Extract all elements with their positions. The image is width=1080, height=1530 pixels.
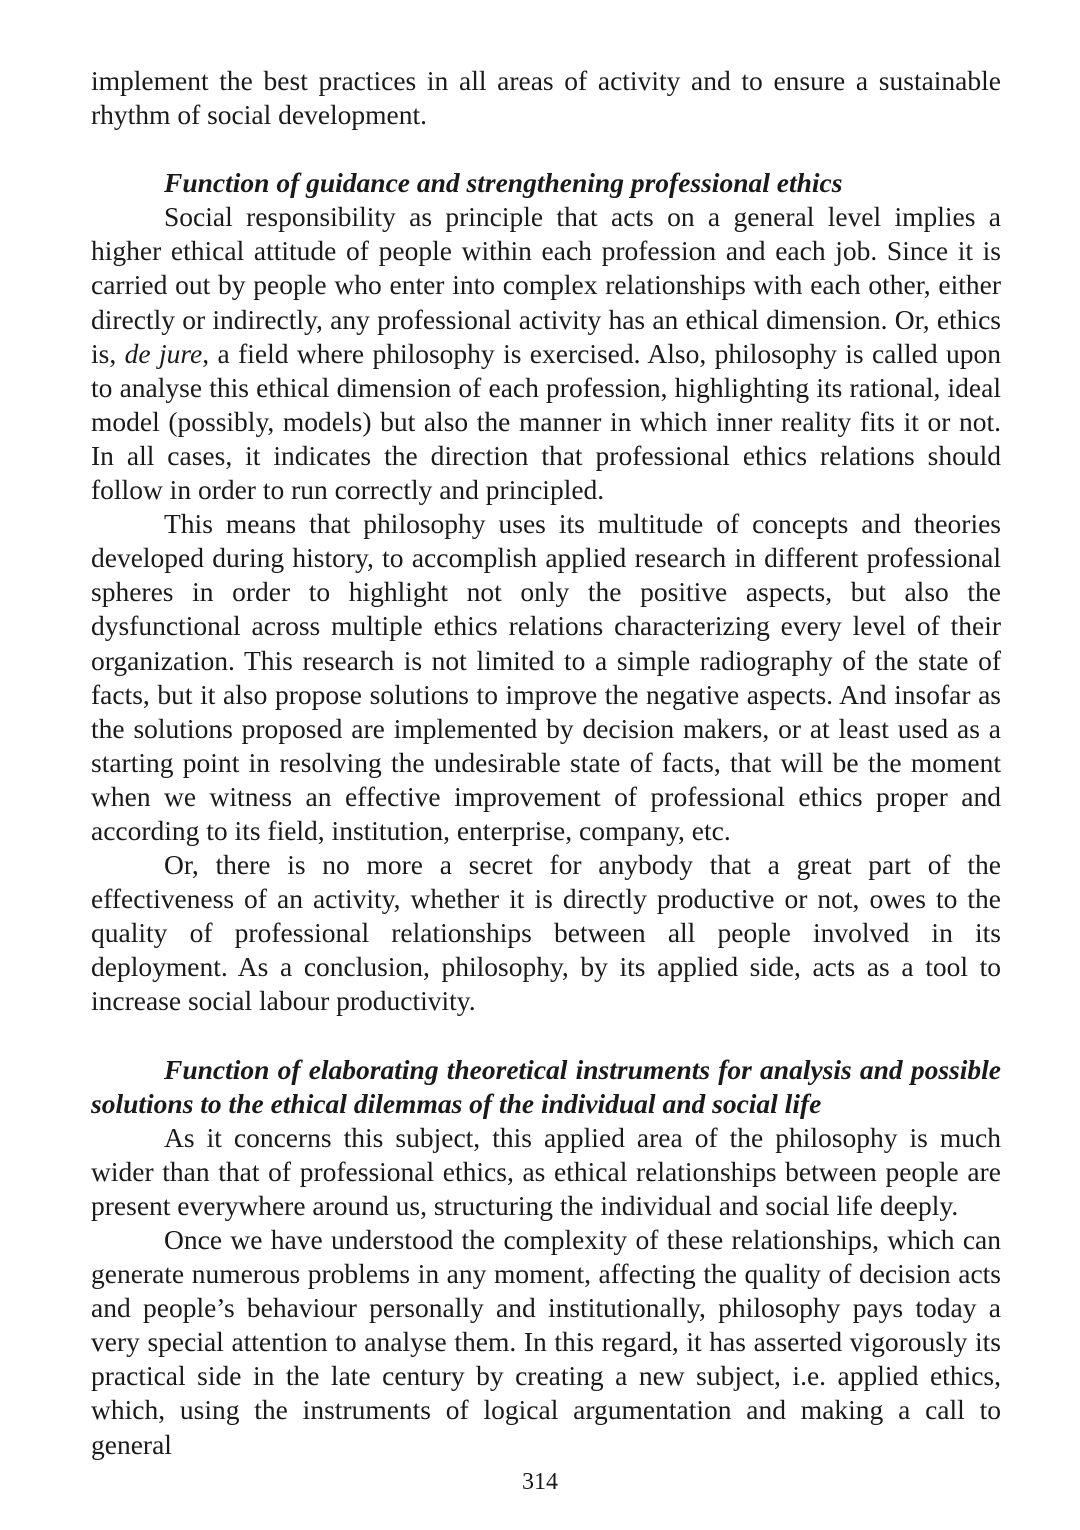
section-gap <box>91 132 1001 166</box>
paragraph: This means that philosophy uses its multitude of concepts and theories developed during history, to accomplish applied research in different professional spheres in order to highlight not only the positive aspects, but also the dysfunctional across multiple ethics relations characterizing every level of their organization. This research is not limited to a simple radiography of the state of facts, but it also propose solutions to improve the negative aspects. And insofar as the solutions proposed are implemented by decision makers, or at least used as a starting point in resolving the undesirable state of facts, that will be the moment when we witness an effective improvement of professional ethics proper and according to its field, institution, enterprise, company, etc. <box>91 508 1001 846</box>
section-gap <box>91 1019 1001 1053</box>
page-number: 314 <box>522 1469 558 1495</box>
paragraph <box>91 200 1001 507</box>
latin-term: de jure <box>124 337 203 369</box>
paragraph: Once we have understood the complexity of these relationships, which can generate numerous problems in any moment, affecting the quality of decision acts and people’s behaviour personally and institutionally, philosophy pays today a very special attention to analyse them. In this regard, it has asserted vigorously its practical side in the late century by creating a new subject, i.e. applied ethics, which, using the instruments of logical argumentation and making a call to general <box>91 1224 1001 1460</box>
section-heading-ethical-dilemmas: Function of elaborating theoretical instruments for analysis and possible solutions to the ethical dilemmas of the individual and social life <box>91 1053 1001 1119</box>
page-body <box>91 64 1001 1462</box>
paragraph-text: Social responsibility as principle that acts on a general level implies a higher ethical attitude of people within each profession and each job. Since it is carried out by people who enter into complex relationships with each other, either directly or indirectly, any professional activity has an ethical dimension. Or, ethics is, <box>91 201 1001 369</box>
paragraph: As it concerns this subject, this applied area of the philosophy is much wider than that of professional ethics, as ethical relationships between people are present everywhere around us, structuring the individual and social life deeply. <box>91 1121 1001 1221</box>
section-heading-professional-ethics: Function of guidance and strengthening professional ethics <box>164 167 843 199</box>
paragraph-text: , a field where philosophy is exercised. Also, philosophy is called upon to analyse this ethical dimension of each profession, highlighting its rational, ideal model (possibly, models) but also the manner in which inner reality fits it or not. In all cases, it indicates the direction that professional ethics relations should follow in order to run correctly and principled. <box>91 337 1001 506</box>
opening-paragraph: implement the best practices in all areas of activity and to ensure a sustainable rhythm of social development. <box>91 65 1001 131</box>
paragraph: Or, there is no more a secret for anybody that a great part of the effectiveness of an activity, whether it is directly productive or not, owes to the quality of professional relationships between all people involved in its deployment. As a conclusion, philosophy, by its applied side, acts as a tool to increase social labour productivity. <box>91 849 1001 1017</box>
